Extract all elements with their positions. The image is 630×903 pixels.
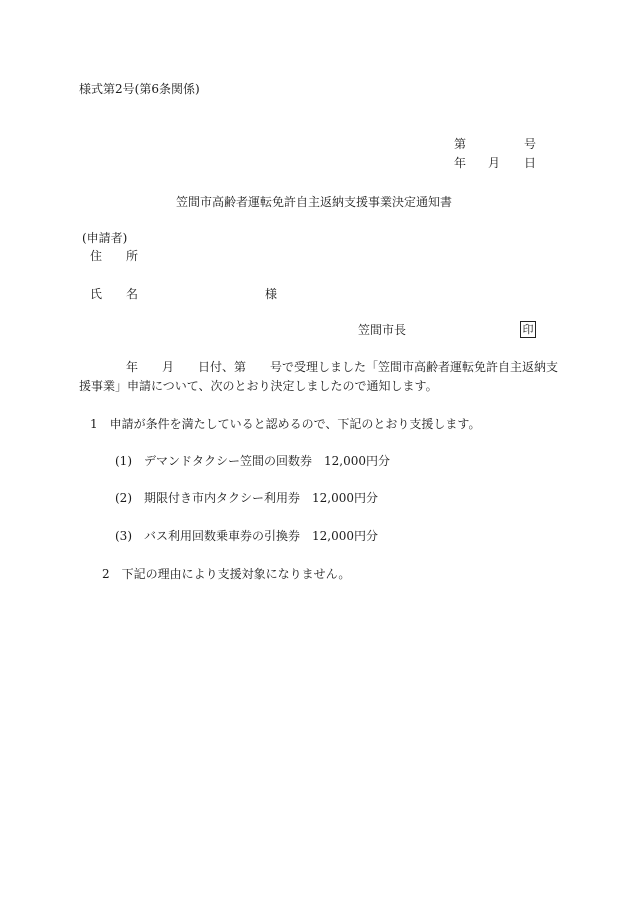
body-line-1: 年 月 日付、第 号で受理しました「笠間市高齢者運転免許自主返納支: [126, 360, 559, 374]
honorific: 様: [265, 287, 278, 301]
document-title: 笠間市高齢者運転免許自主返納支援事業決定通知書: [176, 195, 453, 209]
address-label: 住 所: [90, 249, 139, 263]
number-prefix: 第: [454, 137, 467, 151]
sub-item: (1) デマンドタクシー笠間の回数券 12,000円分: [115, 454, 390, 468]
form-label: 様式第2号(第6条関係): [79, 82, 200, 96]
body-line-2: 援事業」申請について、次のとおり決定しましたので通知します。: [79, 379, 438, 393]
date-year: 年: [454, 156, 467, 170]
seal-mark: 印: [520, 321, 536, 338]
item-2: 2 下記の理由により支援対象になりません。: [102, 567, 351, 581]
number-suffix: 号: [524, 137, 537, 151]
date-day: 日: [524, 156, 537, 170]
applicant-heading: (申請者): [82, 231, 128, 245]
item-1: 1 申請が条件を満たしていると認めるので、下記のとおり支援します。: [90, 417, 481, 431]
sub-item: (2) 期限付き市内タクシー利用券 12,000円分: [115, 491, 378, 505]
mayor-label: 笠間市長: [358, 323, 407, 337]
sub-item: (3) バス利用回数乗車券の引換券 12,000円分: [115, 529, 378, 543]
name-label: 氏 名: [90, 287, 139, 301]
date-month: 月: [488, 156, 501, 170]
